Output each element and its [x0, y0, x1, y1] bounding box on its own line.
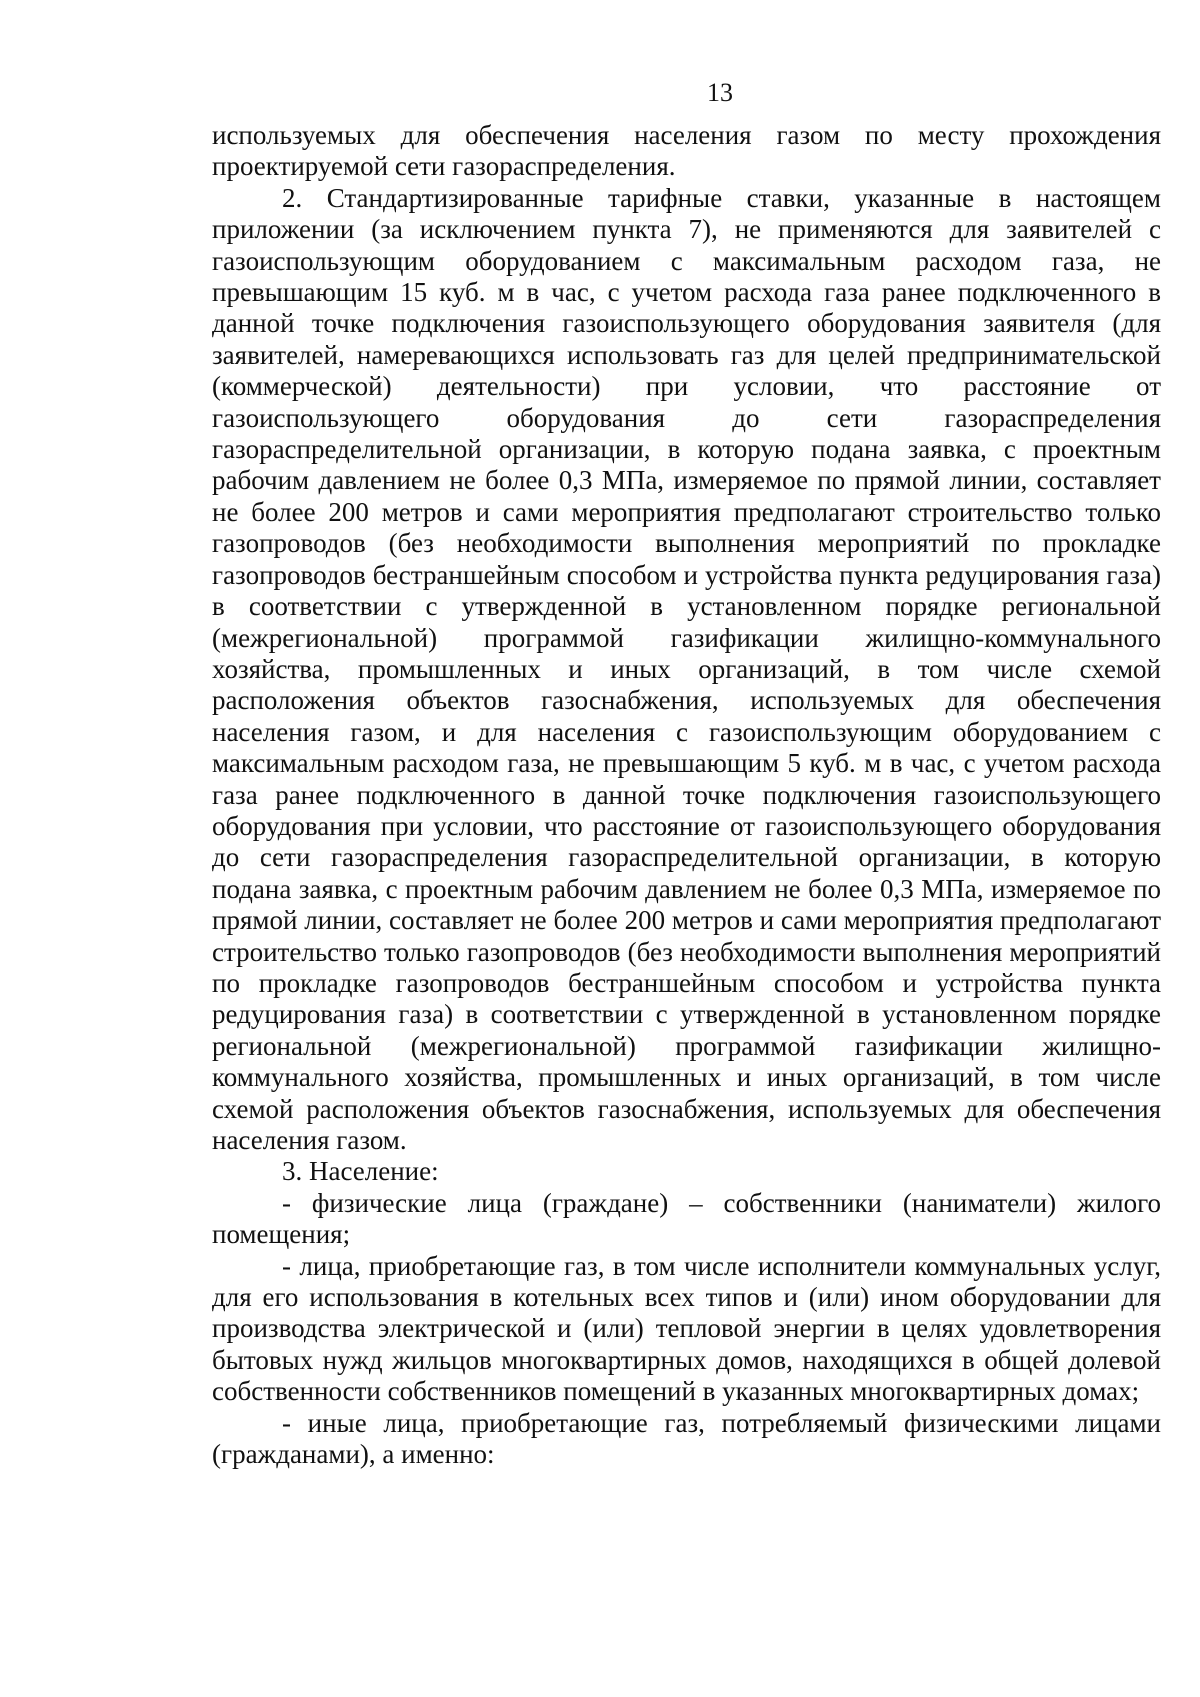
paragraph-continuation: используемых для обеспечения населения газом по месту прохождения проектируемой сети газораспределения.	[212, 120, 1161, 182]
page-number: 13	[707, 78, 733, 107]
paragraph-item-2: 2. Стандартизированные тарифные ставки, указанные в настоящем приложении (за исключением пункта 7), не применяются для заявителей с газоиспользующим оборудованием с максимальным расходом газа, не превышающим 15 куб. м в час, с учетом расхода газа ранее подключенного в данной точке подключения газоиспользующего оборудования заявителя (для заявителей, намеревающихся использовать газ для целей предпринимательской (коммерческой) деятельности) при условии, что расстояние от газоиспользующего оборудования до сети газораспределения газораспределительной организации, в которую подана заявка, с проектным рабочим давлением не более 0,3 МПа, измеряемое по прямой линии, составляет не более 200 метров и сами мероприятия предполагают строительство только газопроводов (без необходимости выполнения мероприятий по прокладке газопроводов бестраншейным способом и устройства пункта редуцирования газа) в соответствии с утвержденной в установленном порядке региональной (межрегиональной) программой газификации жилищно-коммунального хозяйства, промышленных и иных организаций, в том числе схемой расположения объектов газоснабжения, используемых для обеспечения населения газом, и для населения с газоиспользующим оборудованием с максимальным расходом газа, не превышающим 5 куб. м в час, с учетом расхода газа ранее подключенного в данной точке подключения газоиспользующего оборудования при условии, что расстояние от газоиспользующего оборудования до сети газораспределения газораспределительной организации, в которую подана заявка, с проектным рабочим давлением не более 0,3 МПа, измеряемое по прямой линии, составляет не более 200 метров и сами мероприятия предполагают строительство только газопроводов (без необходимости выполнения мероприятий по прокладке газопроводов бестраншейным способом и устройства пункта редуцирования газа) в соответствии с утвержденной в установленном порядке региональной (межрегиональной) программой газификации жилищно-коммунального хозяйства, промышленных и иных организаций, в том числе схемой расположения объектов газоснабжения, используемых для обеспечения населения газом.	[212, 182, 1161, 1155]
paragraph-bullet-individuals: - физические лица (граждане) – собственники (наниматели) жилого помещения;	[212, 1187, 1161, 1250]
document-body	[212, 120, 1161, 1470]
paragraph-bullet-other-persons: - иные лица, приобретающие газ, потребляемый физическими лицами (гражданами), а именно:	[212, 1407, 1161, 1470]
paragraph-bullet-utility-providers: - лица, приобретающие газ, в том числе исполнители коммунальных услуг, для его использования в котельных всех типов и (или) ином оборудовании для производства электрической и (или) тепловой энергии в целях удовлетворения бытовых нужд жильцов многоквартирных домов, находящихся в общей долевой собственности собственников помещений в указанных многоквартирных домах;	[212, 1250, 1161, 1407]
paragraph-item-3-heading: 3. Население:	[282, 1156, 439, 1187]
